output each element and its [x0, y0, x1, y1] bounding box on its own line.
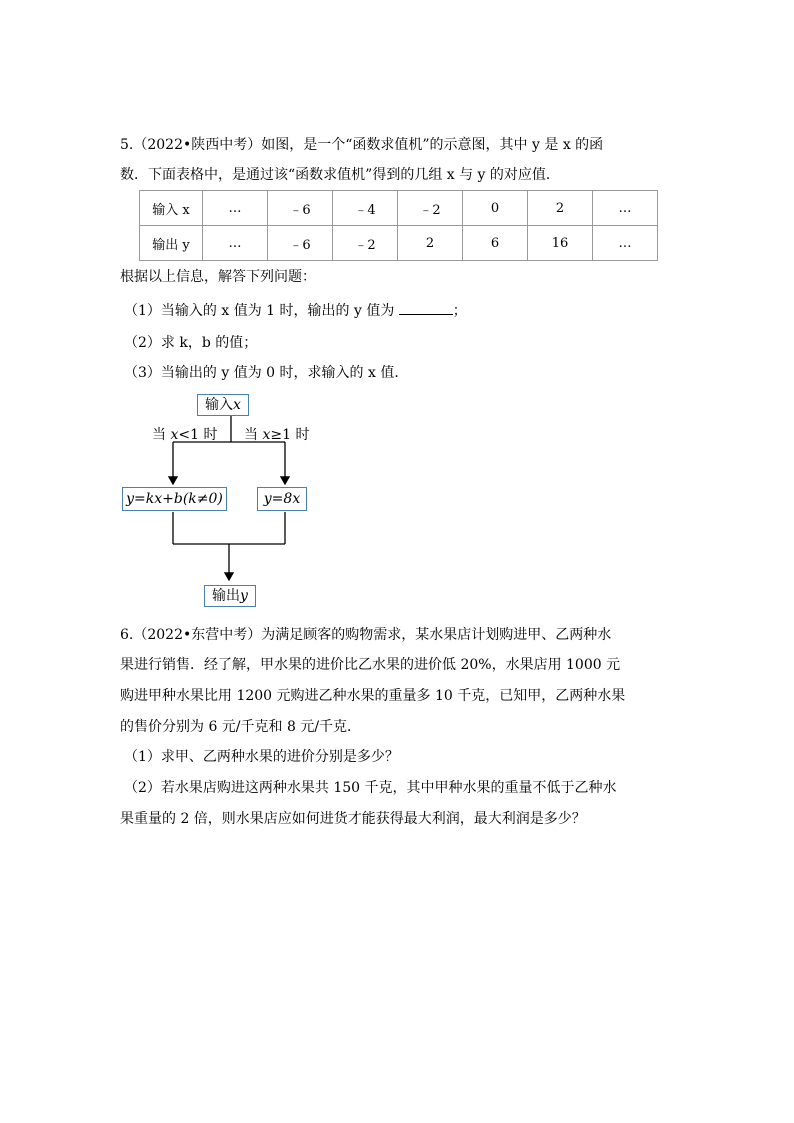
q5-stem-line1: 5.（2022•陕西中考）如图，是一个“函数求值机”的示意图，其中 y 是 x 的函 — [120, 137, 604, 153]
table-cell: … — [203, 191, 268, 226]
q5-sub1-end: ； — [452, 303, 467, 319]
formula-box-left: y=kx+b(k≠0) — [122, 487, 227, 511]
output-box: 输出y — [204, 585, 256, 607]
q6-sub2-line1: （2）若水果店购进这两种水果共 150 千克，其中甲种水果的重量不低于乙种水 — [124, 780, 617, 796]
table-cell: ﹣2 — [333, 226, 398, 261]
table-cell: 2 — [528, 191, 593, 226]
table-cell: ﹣2 — [398, 191, 463, 226]
q6-sub2-line2: 果重量的 2 倍，则水果店应如何进货才能获得最大利润，最大利润是多少？ — [120, 811, 586, 827]
table-cell: ﹣4 — [333, 191, 398, 226]
table-header-output: 输出 y — [140, 226, 203, 261]
table-cell: … — [203, 226, 268, 261]
table-header-input: 输入 x — [140, 191, 203, 226]
q6-stem-line3: 购进甲种水果比用 1200 元购进乙种水果的重量多 10 千克，已知甲，乙两种水果 — [120, 688, 626, 704]
table-cell: 6 — [463, 226, 528, 261]
table-cell: 0 — [463, 191, 528, 226]
q5-intro: 根据以上信息，解答下列问题： — [120, 269, 316, 285]
q5-stem-line2: 数．下面表格中，是通过该“函数求值机”得到的几组 x 与 y 的对应值． — [120, 167, 560, 183]
q5-sub3: （3）当输出的 y 值为 0 时，求输入的 x 值． — [124, 365, 409, 381]
q6-stem-line2: 果进行销售．经了解，甲水果的进价比乙水果的进价低 20%，水果店用 1000 元 — [120, 657, 621, 673]
input-box: 输入x — [197, 394, 249, 416]
table-cell: 16 — [528, 226, 593, 261]
condition-left: 当 x<1 时 — [152, 427, 218, 443]
table-cell: … — [593, 191, 658, 226]
table-cell: 2 — [398, 226, 463, 261]
condition-right: 当 x≥1 时 — [244, 427, 310, 443]
q6-stem-line1: 6.（2022•东营中考）为满足顾客的购物需求，某水果店计划购进甲、乙两种水 — [120, 627, 612, 643]
table-cell: ﹣6 — [268, 226, 333, 261]
q6-stem-line4: 的售价分别为 6 元/千克和 8 元/千克． — [120, 719, 362, 735]
table-cell: ﹣6 — [268, 191, 333, 226]
q5-sub1-text: （1）当输入的 x 值为 1 时，输出的 y 值为 — [124, 303, 399, 319]
q6-sub1: （1）求甲、乙两种水果的进价分别是多少？ — [124, 749, 399, 765]
formula-box-right: y=8x — [257, 487, 307, 511]
table-cell: … — [593, 226, 658, 261]
q5-sub2: （2）求 k，b 的值； — [124, 335, 258, 351]
